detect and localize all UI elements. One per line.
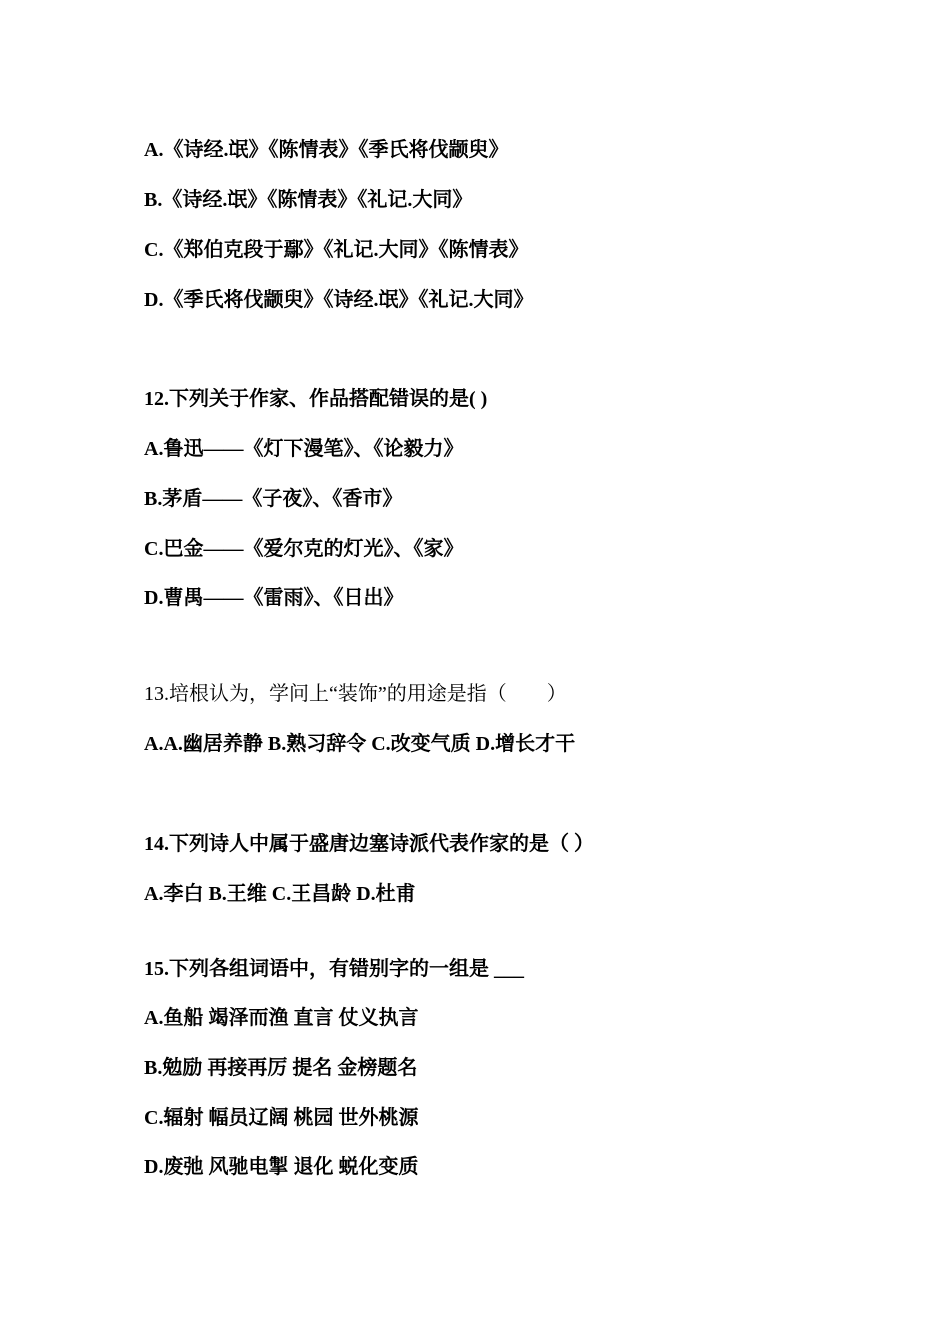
q15-stem: 15.下列各组词语中，有错别字的一组是 ___	[144, 958, 524, 980]
q11-option-b: B.《诗经.氓》《陈情表》《礼记.大同》	[144, 189, 473, 211]
q12-option-b: B.茅盾——《子夜》、《香市》	[144, 488, 403, 510]
q14-options: A.李白 B.王维 C.王昌龄 D.杜甫	[144, 883, 416, 905]
q11-option-d: D.《季氏将伐颛臾》《诗经.氓》《礼记.大同》	[144, 289, 534, 311]
q11-option-c: C.《郑伯克段于鄢》《礼记.大同》《陈情表》	[144, 239, 529, 261]
q12-stem: 12.下列关于作家、作品搭配错误的是( )	[144, 388, 488, 410]
q12-option-a: A.鲁迅——《灯下漫笔》、《论毅力》	[144, 438, 464, 460]
q15-option-b: B.勉励 再接再厉 提名 金榜题名	[144, 1057, 418, 1079]
q11-option-a: A.《诗经.氓》《陈情表》《季氏将伐颛臾》	[144, 139, 509, 161]
q15-option-d: D.废弛 风驰电掣 退化 蜕化变质	[144, 1156, 419, 1178]
q15-option-c: C.辐射 幅员辽阔 桃园 世外桃源	[144, 1107, 419, 1129]
q12-option-d: D.曹禺——《雷雨》、《日出》	[144, 587, 404, 609]
q13-options: A.A.幽居养静 B.熟习辞令 C.改变气质 D.增长才干	[144, 733, 576, 755]
q13-stem: 13.培根认为，学问上“装饰”的用途是指（ ）	[144, 683, 567, 705]
q12-option-c: C.巴金——《爱尔克的灯光》、《家》	[144, 538, 464, 560]
q15-option-a: A.鱼船 竭泽而渔 直言 仗义执言	[144, 1007, 419, 1029]
q14-stem: 14.下列诗人中属于盛唐边塞诗派代表作家的是（ ）	[144, 833, 594, 855]
